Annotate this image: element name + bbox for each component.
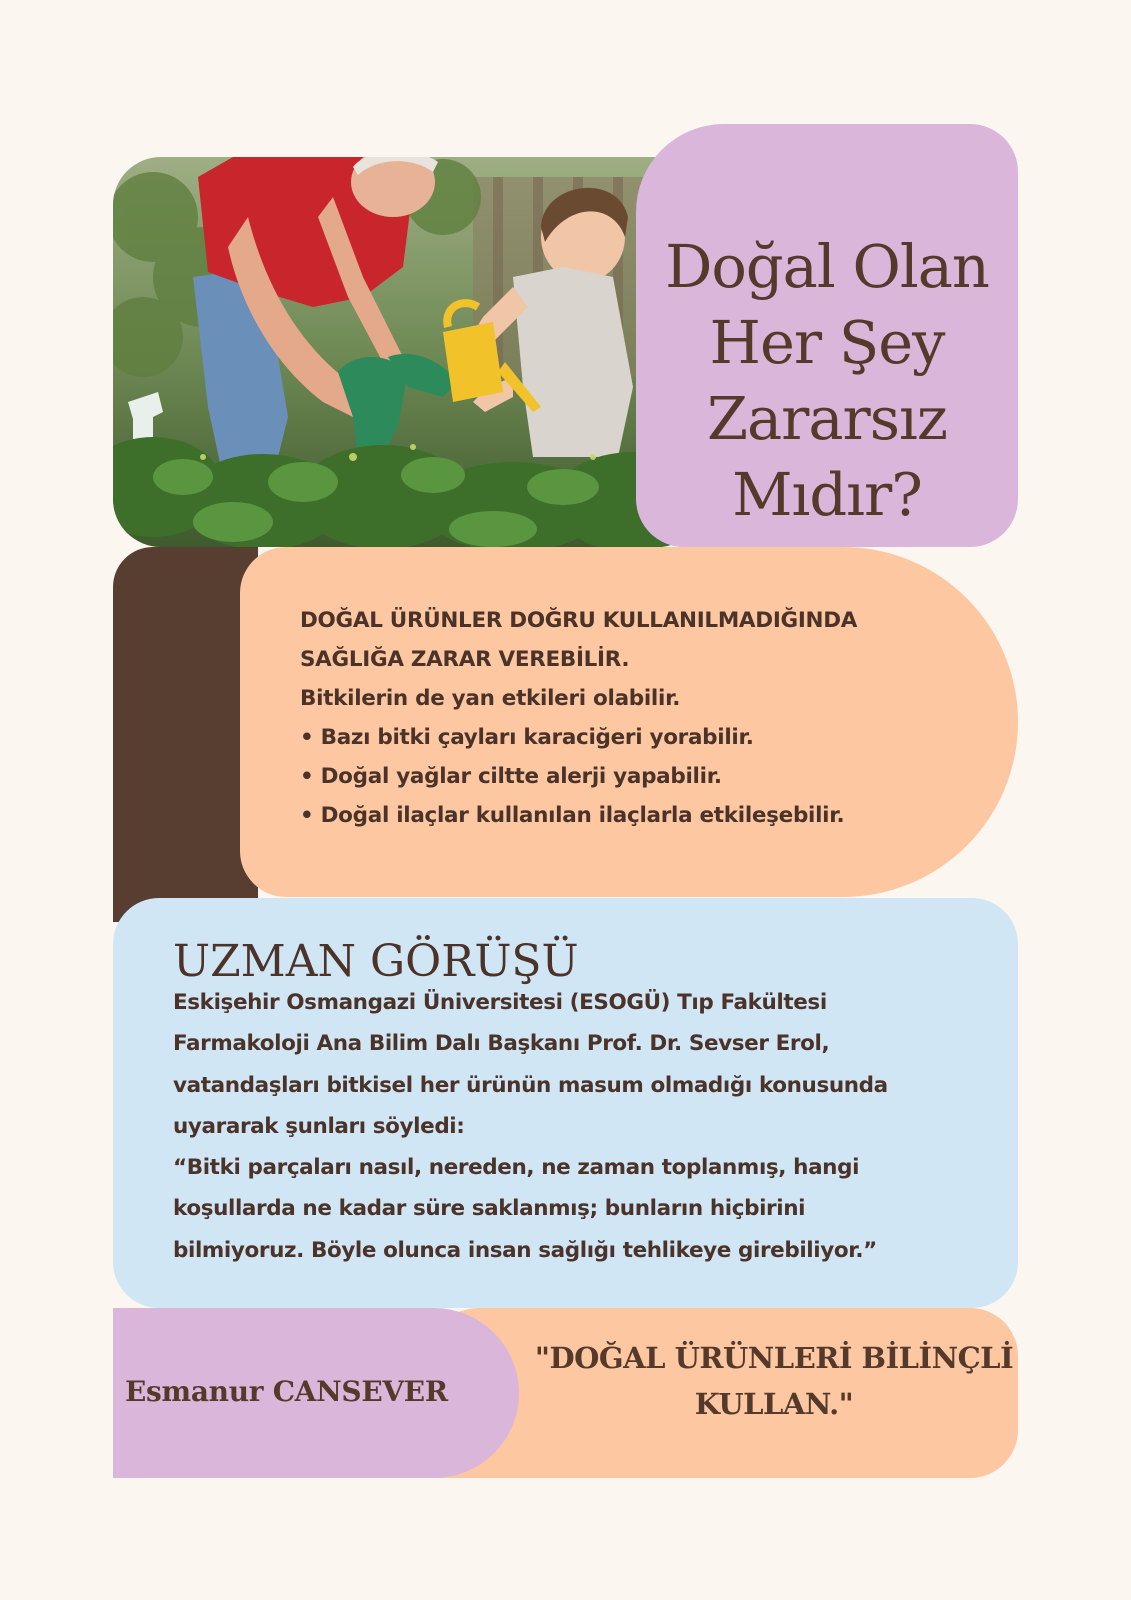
- expert-text-line: vatandaşları bitkisel her ürünün masum olmadığı konusunda: [173, 1072, 888, 1098]
- expert-quote-line: koşullarda ne kadar süre saklanmış; bunların hiçbirini: [173, 1196, 806, 1222]
- info-headline-line: DOĞAL ÜRÜNLER DOĞRU KULLANILMADIĞINDA: [300, 608, 858, 633]
- expert-quote-line: bilmiyoruz. Böyle olunca insan sağlığı tehlikeye girebiliyor.”: [173, 1237, 877, 1263]
- info-bullet-item: • Doğal yağlar ciltte alerji yapabilir.: [300, 764, 722, 789]
- info-intro-line: Bitkilerin de yan etkileri olabilir.: [300, 686, 681, 711]
- info-panel: [240, 547, 1018, 897]
- slogan-text: "DOĞAL ÜRÜNLERİ BİLİNÇLİ KULLAN.": [534, 1341, 1014, 1421]
- info-text: [300, 601, 980, 835]
- page-title: Doğal Olan Her Şey Zararsız Mıdır?: [665, 232, 989, 529]
- title-panel: [636, 124, 1018, 547]
- expert-quote-line: “Bitki parçaları nasıl, nereden, ne zaman toplanmış, hangi: [173, 1155, 860, 1181]
- author-name: Esmanur CANSEVER: [125, 1375, 448, 1408]
- gardening-photo: [113, 157, 705, 547]
- expert-opinion-panel: [113, 898, 1018, 1308]
- expert-text-line: Farmakoloji Ana Bilim Dalı Başkanı Prof. Dr. Sevser Erol,: [173, 1031, 830, 1057]
- expert-text: [173, 982, 973, 1271]
- decorative-side-bar: [113, 547, 258, 922]
- expert-text-line: uyararak şunları söyledi:: [173, 1113, 465, 1139]
- expert-heading: UZMAN GÖRÜŞÜ: [173, 936, 579, 987]
- info-bullet-item: • Bazı bitki çayları karaciğeri yorabilir.: [300, 725, 754, 750]
- info-headline-line: SAĞLIĞA ZARAR VEREBİLİR.: [300, 647, 630, 672]
- expert-text-line: Eskişehir Osmangazi Üniversitesi (ESOGÜ) Tıp Fakültesi: [173, 990, 827, 1015]
- author-panel: [113, 1308, 519, 1478]
- info-bullet-item: • Doğal ilaçlar kullanılan ilaçlarla etkileşebilir.: [300, 803, 845, 828]
